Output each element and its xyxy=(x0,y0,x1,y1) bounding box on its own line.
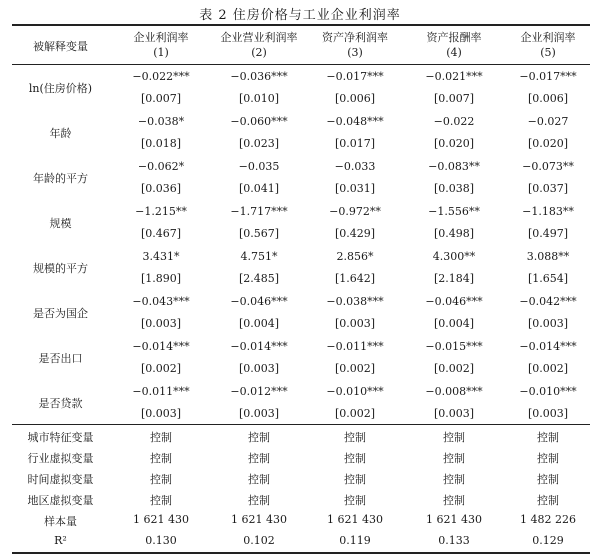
coefficient-cell: −0.038* xyxy=(137,115,185,128)
column-header-name: 资产报酬率 xyxy=(426,31,482,44)
std-error-cell: [0.031] xyxy=(334,182,376,195)
bottom-rule xyxy=(12,552,590,554)
column-header-name: 企业营业利润率 xyxy=(220,31,298,44)
row-label: ln(住房价格) xyxy=(28,82,93,95)
coefficient-cell: −0.035 xyxy=(238,160,280,173)
coefficient-cell: −0.073** xyxy=(522,160,574,173)
std-error-cell: [0.002] xyxy=(433,362,475,375)
value-cell: 控制 xyxy=(344,473,366,486)
std-error-cell: [0.002] xyxy=(140,362,182,375)
std-error-cell: [0.006] xyxy=(334,92,376,105)
value-cell: 控制 xyxy=(443,452,465,465)
header-rule xyxy=(12,64,590,65)
coefficient-cell: −0.010*** xyxy=(519,385,577,398)
std-error-cell: [1.890] xyxy=(140,272,182,285)
coefficient-cell: −0.015*** xyxy=(425,340,483,353)
std-error-cell: [0.023] xyxy=(238,137,280,150)
coefficient-cell: −0.038*** xyxy=(326,295,384,308)
value-cell: 0.119 xyxy=(339,534,371,547)
value-cell: 控制 xyxy=(150,494,172,507)
std-error-cell: [1.654] xyxy=(527,272,569,285)
value-cell: 1 621 430 xyxy=(231,513,287,526)
row-label: 年龄的平方 xyxy=(33,172,88,185)
std-error-cell: [2.184] xyxy=(433,272,475,285)
row-label: R² xyxy=(54,534,67,547)
column-header-number: (4) xyxy=(446,46,462,59)
std-error-cell: [0.003] xyxy=(140,317,182,330)
std-error-cell: [0.004] xyxy=(433,317,475,330)
coefficient-cell: −0.022 xyxy=(433,115,475,128)
row-label: 年龄 xyxy=(49,127,72,140)
std-error-cell: [0.003] xyxy=(527,407,569,420)
coefficient-cell: −0.014*** xyxy=(132,340,190,353)
std-error-cell: [0.041] xyxy=(238,182,280,195)
coefficient-cell: −1.717*** xyxy=(230,205,288,218)
value-cell: 控制 xyxy=(150,473,172,486)
std-error-cell: [0.007] xyxy=(140,92,182,105)
std-error-cell: [0.010] xyxy=(238,92,280,105)
row-label: 行业虚拟变量 xyxy=(27,452,94,465)
coefficient-cell: −0.011*** xyxy=(326,340,384,353)
row-label: 地区虚拟变量 xyxy=(27,494,94,507)
coefficient-cell: −0.043*** xyxy=(132,295,190,308)
coefficient-cell: −0.010*** xyxy=(326,385,384,398)
std-error-cell: [0.498] xyxy=(433,227,475,240)
value-cell: 0.130 xyxy=(145,534,177,547)
coefficient-cell: −0.046*** xyxy=(230,295,288,308)
row-label: 时间虚拟变量 xyxy=(27,473,94,486)
value-cell: 控制 xyxy=(150,431,172,444)
table-caption: 表 2 住房价格与工业企业利润率 xyxy=(199,8,401,23)
coefficient-cell: −1.556** xyxy=(428,205,480,218)
value-cell: 控制 xyxy=(537,452,559,465)
value-cell: 控制 xyxy=(344,494,366,507)
std-error-cell: [0.004] xyxy=(238,317,280,330)
value-cell: 控制 xyxy=(248,452,270,465)
value-cell: 0.133 xyxy=(438,534,470,547)
std-error-cell: [0.429] xyxy=(334,227,376,240)
top-rule xyxy=(12,24,590,26)
value-cell: 控制 xyxy=(248,473,270,486)
coefficient-cell: −0.033 xyxy=(334,160,376,173)
std-error-cell: [0.037] xyxy=(527,182,569,195)
value-cell: 控制 xyxy=(248,431,270,444)
std-error-cell: [0.003] xyxy=(527,317,569,330)
std-error-cell: [0.018] xyxy=(140,137,182,150)
coefficient-cell: −1.183** xyxy=(522,205,574,218)
std-error-cell: [1.642] xyxy=(334,272,376,285)
row-label: 规模的平方 xyxy=(33,262,88,275)
coefficient-cell: −0.008*** xyxy=(425,385,483,398)
std-error-cell: [0.007] xyxy=(433,92,475,105)
controls-rule xyxy=(12,424,590,425)
coefficient-cell: 4.300** xyxy=(432,250,476,263)
value-cell: 1 621 430 xyxy=(327,513,383,526)
coefficient-cell: 3.431* xyxy=(142,250,180,263)
coefficient-cell: −0.014*** xyxy=(519,340,577,353)
value-cell: 0.129 xyxy=(532,534,564,547)
value-cell: 控制 xyxy=(344,431,366,444)
std-error-cell: [0.036] xyxy=(140,182,182,195)
coefficient-cell: −0.012*** xyxy=(230,385,288,398)
coefficient-cell: −0.014*** xyxy=(230,340,288,353)
coefficient-cell: −0.021*** xyxy=(425,70,483,83)
std-error-cell: [0.020] xyxy=(433,137,475,150)
row-label: 是否为国企 xyxy=(33,307,88,320)
value-cell: 1 621 430 xyxy=(133,513,189,526)
coefficient-cell: −0.048*** xyxy=(326,115,384,128)
coefficient-cell: −0.017*** xyxy=(519,70,577,83)
std-error-cell: [0.002] xyxy=(527,362,569,375)
value-cell: 控制 xyxy=(443,494,465,507)
coefficient-cell: −0.017*** xyxy=(326,70,384,83)
coefficient-cell: 2.856* xyxy=(336,250,374,263)
column-header-name: 资产净利润率 xyxy=(322,31,388,44)
std-error-cell: [2.485] xyxy=(238,272,280,285)
std-error-cell: [0.467] xyxy=(140,227,182,240)
value-cell: 控制 xyxy=(443,431,465,444)
coefficient-cell: −0.022*** xyxy=(132,70,190,83)
column-header-number: (5) xyxy=(540,46,556,59)
column-header-number: (1) xyxy=(153,46,169,59)
coefficient-cell: −0.060*** xyxy=(230,115,288,128)
value-cell: 1 482 226 xyxy=(520,513,576,526)
coefficient-cell: 4.751* xyxy=(240,250,278,263)
std-error-cell: [0.567] xyxy=(238,227,280,240)
std-error-cell: [0.002] xyxy=(334,407,376,420)
std-error-cell: [0.003] xyxy=(140,407,182,420)
row-label: 是否出口 xyxy=(38,352,83,365)
value-cell: 控制 xyxy=(248,494,270,507)
coefficient-cell: −0.046*** xyxy=(425,295,483,308)
column-header-name: 企业利润率 xyxy=(133,31,189,44)
column-header-name: 企业利润率 xyxy=(520,31,576,44)
std-error-cell: [0.003] xyxy=(238,362,280,375)
coefficient-cell: −0.042*** xyxy=(519,295,577,308)
coefficient-cell: −0.972** xyxy=(329,205,381,218)
std-error-cell: [0.497] xyxy=(527,227,569,240)
std-error-cell: [0.038] xyxy=(433,182,475,195)
row-label: 城市特征变量 xyxy=(27,431,94,444)
column-header-number: (2) xyxy=(251,46,267,59)
coefficient-cell: −0.083** xyxy=(428,160,480,173)
value-cell: 控制 xyxy=(443,473,465,486)
stub-header: 被解释变量 xyxy=(33,40,88,53)
row-label: 样本量 xyxy=(44,515,77,528)
coefficient-cell: 3.088** xyxy=(526,250,570,263)
std-error-cell: [0.020] xyxy=(527,137,569,150)
value-cell: 控制 xyxy=(537,473,559,486)
std-error-cell: [0.003] xyxy=(238,407,280,420)
row-label: 规模 xyxy=(49,217,72,230)
coefficient-cell: −1.215** xyxy=(135,205,187,218)
std-error-cell: [0.002] xyxy=(334,362,376,375)
std-error-cell: [0.006] xyxy=(527,92,569,105)
coefficient-cell: −0.011*** xyxy=(132,385,190,398)
value-cell: 控制 xyxy=(344,452,366,465)
coefficient-cell: −0.062* xyxy=(137,160,185,173)
value-cell: 控制 xyxy=(537,494,559,507)
column-header-number: (3) xyxy=(347,46,363,59)
value-cell: 0.102 xyxy=(243,534,275,547)
std-error-cell: [0.003] xyxy=(433,407,475,420)
coefficient-cell: −0.036*** xyxy=(230,70,288,83)
std-error-cell: [0.003] xyxy=(334,317,376,330)
value-cell: 控制 xyxy=(537,431,559,444)
coefficient-cell: −0.027 xyxy=(527,115,569,128)
value-cell: 1 621 430 xyxy=(426,513,482,526)
value-cell: 控制 xyxy=(150,452,172,465)
row-label: 是否贷款 xyxy=(38,397,83,410)
std-error-cell: [0.017] xyxy=(334,137,376,150)
